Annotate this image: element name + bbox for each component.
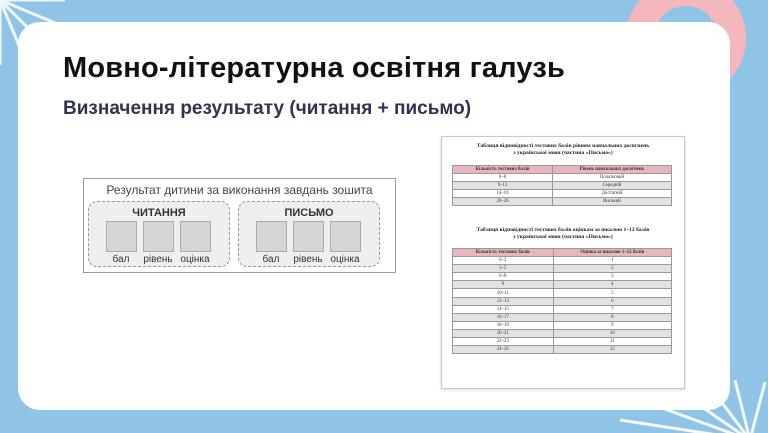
grades-table-row-cell: 12–13 bbox=[453, 297, 554, 305]
grades-table-row-cell: 11 bbox=[553, 338, 671, 346]
table1-title bbox=[442, 143, 684, 157]
reading-score-label: бал bbox=[112, 254, 130, 265]
grades-table-row-cell: 16–17 bbox=[453, 313, 554, 321]
grades-table-row-cell: 18–19 bbox=[453, 321, 554, 329]
levels-table-row bbox=[453, 174, 672, 182]
grades-table-row-cell: 6 bbox=[553, 297, 671, 305]
reading-grade-box bbox=[180, 221, 211, 252]
levels-table-row-cell: 20–26 bbox=[453, 198, 553, 206]
levels-table-header-row bbox=[453, 166, 672, 174]
grades-table-row bbox=[453, 265, 672, 273]
grades-table-row-cell: 24–26 bbox=[453, 346, 554, 354]
scoring-document bbox=[441, 136, 685, 389]
levels-table-row-cell: 14–19 bbox=[453, 190, 553, 198]
result-widget-caption: Результат дитини за виконання завдань зошита bbox=[106, 183, 373, 197]
grades-table-row-cell: 1 bbox=[553, 257, 671, 265]
grades-table-row-cell: 12 bbox=[553, 346, 671, 354]
table1-title-line1: Таблиця відповідності тестових балів рівням навчальних досягнень bbox=[476, 143, 650, 149]
slide-title: Мовно-літературна освітня галузь bbox=[63, 52, 566, 84]
grades-table bbox=[452, 248, 672, 354]
grades-table-row-cell: 7 bbox=[553, 305, 671, 313]
levels-table-row bbox=[453, 198, 672, 206]
table2-title bbox=[442, 227, 684, 241]
levels-table-row-cell: Середній bbox=[552, 182, 671, 190]
levels-table-row bbox=[453, 190, 672, 198]
result-widget bbox=[83, 178, 396, 273]
grades-table-row bbox=[453, 321, 672, 329]
writing-score-box bbox=[256, 221, 287, 252]
table2-title-line2: з української мови (частина «Письмо») bbox=[513, 234, 613, 240]
grades-table-row bbox=[453, 297, 672, 305]
writing-group bbox=[238, 201, 380, 267]
grades-table-row bbox=[453, 346, 672, 354]
grades-table-row-cell: 8 bbox=[553, 313, 671, 321]
writing-group-title: ПИСЬМО bbox=[284, 207, 334, 219]
reading-score-box bbox=[106, 221, 137, 252]
grades-table-header-row bbox=[453, 249, 672, 257]
grades-table-row-cell: 9 bbox=[453, 281, 554, 289]
levels-table-row-cell: Достатній bbox=[552, 190, 671, 198]
grades-table-row-cell: 0–2 bbox=[453, 257, 554, 265]
levels-table-row bbox=[453, 182, 672, 190]
grades-table-row-cell: 5 bbox=[553, 289, 671, 297]
levels-table-header: Рівень навчальних досягнень bbox=[552, 166, 671, 174]
reading-group bbox=[88, 201, 230, 267]
grades-table-row-cell: 22–23 bbox=[453, 338, 554, 346]
reading-group-title: ЧИТАННЯ bbox=[132, 207, 186, 219]
reading-level-label: рівень bbox=[143, 254, 173, 265]
levels-table-row-cell: 0–8 bbox=[453, 174, 553, 182]
grades-table-row bbox=[453, 281, 672, 289]
grades-table-header: Оцінка за шкалою 1–12 балів bbox=[553, 249, 671, 257]
levels-table-row-cell: Високий bbox=[552, 198, 671, 206]
grades-table-row-cell: 3–5 bbox=[453, 265, 554, 273]
grades-table-row bbox=[453, 305, 672, 313]
writing-grade-box bbox=[330, 221, 361, 252]
table1-title-line2: з української мови (частина «Письмо») bbox=[513, 150, 613, 156]
grades-table-header: Кількість тестових балів bbox=[453, 249, 554, 257]
grades-table-row-cell: 9 bbox=[553, 321, 671, 329]
writing-level-box bbox=[293, 221, 324, 252]
levels-table-row-cell: Початковий bbox=[552, 174, 671, 182]
grades-table-row-cell: 4 bbox=[553, 281, 671, 289]
grades-table-row bbox=[453, 257, 672, 265]
grades-table-row-cell: 2 bbox=[553, 265, 671, 273]
reading-grade-label: оцінка bbox=[180, 254, 210, 265]
reading-level-box bbox=[143, 221, 174, 252]
levels-table bbox=[452, 165, 672, 206]
grades-table-row-cell: 20–21 bbox=[453, 329, 554, 337]
writing-level-label: рівень bbox=[293, 254, 323, 265]
grades-table-row-cell: 6–8 bbox=[453, 273, 554, 281]
grades-table-row bbox=[453, 329, 672, 337]
grades-table-row-cell: 10–11 bbox=[453, 289, 554, 297]
grades-table-row-cell: 10 bbox=[553, 329, 671, 337]
levels-table-header: Кількість тестових балів bbox=[453, 166, 553, 174]
grades-table-row-cell: 14–15 bbox=[453, 305, 554, 313]
writing-grade-label: оцінка bbox=[330, 254, 360, 265]
grades-table-row bbox=[453, 289, 672, 297]
grades-table-row bbox=[453, 313, 672, 321]
writing-score-label: бал bbox=[262, 254, 280, 265]
grades-table-row bbox=[453, 338, 672, 346]
table2-title-line1: Таблиця відповідності тестових балів оцінкам за шкалою 1–12 балів bbox=[476, 227, 650, 233]
slide-subtitle: Визначення результату (читання + письмо) bbox=[63, 98, 472, 119]
grades-table-row-cell: 3 bbox=[553, 273, 671, 281]
grades-table-row bbox=[453, 273, 672, 281]
levels-table-row-cell: 9–13 bbox=[453, 182, 553, 190]
